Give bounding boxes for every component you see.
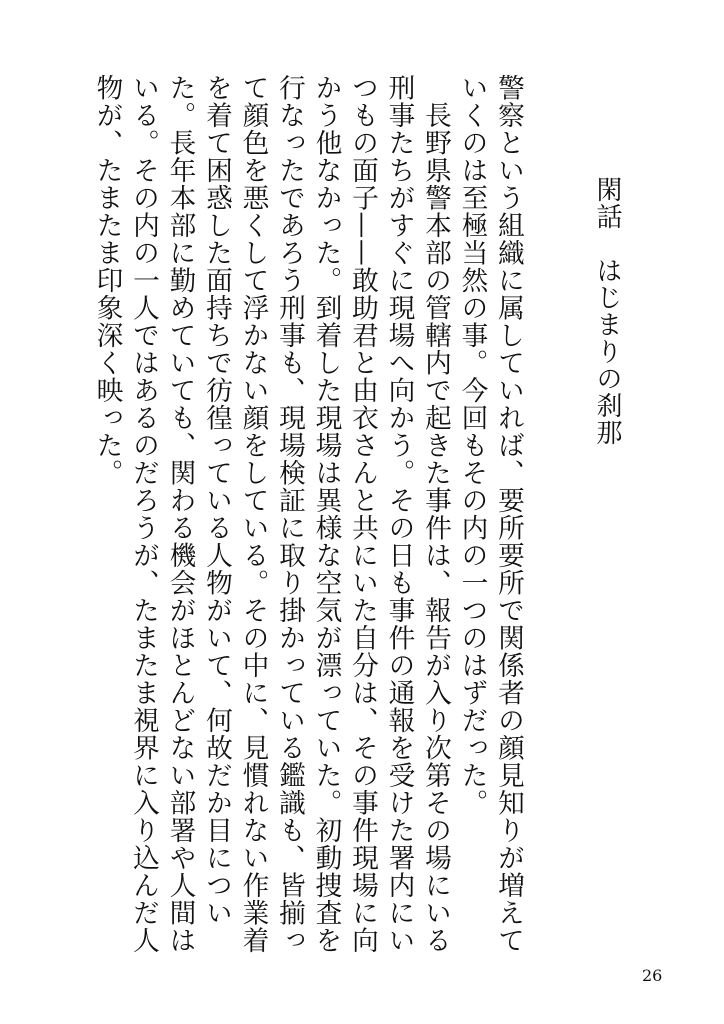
paragraph-1: 警察という組織に属していれば、要所要所で関係者の顔見知りが増えていくのは至極当然の事。今回もその内の一つのはずだった。: [456, 74, 524, 954]
page-number: 26: [642, 966, 663, 985]
paragraph-2: 長野県警本部の管轄内で起きた事件は、報告が入り次第その場にいる刑事たちがすぐに現場へ向かう。その日も事件の通報を受けた署内にいつもの面子——敢助君と由衣さんと共にいた自分は、その事件現場に向かう他なかった。到着した現場は異様な空気が漂っていた。初動捜査を行なったであろう刑事も、現場検証に取り掛かっている鑑識も、皆揃って顔色を悪くして浮かない顔をしている。その中に、見慣れない作業着を着て困惑した面持ちで彷徨っている人物がいて、何故だか目についた。長年本部に勤めていても、関わる機会がほとんどない部署や人間はいる。その内の一人ではあるのだろうが、たまたま視界に入り込んだ人物が、たまたま印象深く映った。: [91, 74, 451, 954]
chapter-title: 閑話 はじまりの刹那: [592, 176, 622, 446]
body-text: [91, 74, 526, 954]
